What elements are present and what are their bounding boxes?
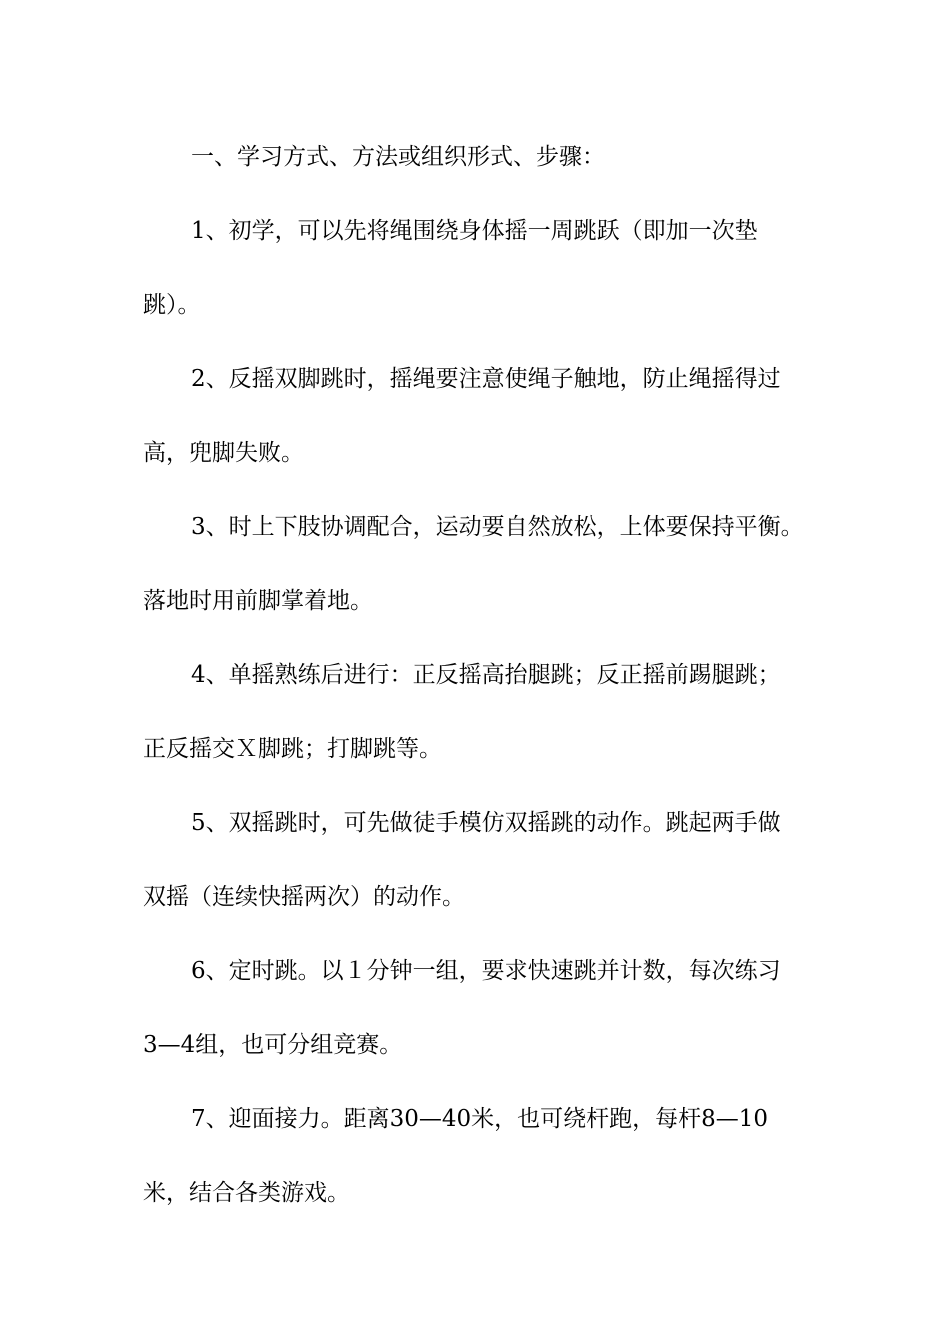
- item-3-line-1: 3、时上下肢协调配合，运动要自然放松，上体要保持平衡。: [191, 514, 804, 540]
- item-1-line-1: 1、初学，可以先将绳围绕身体摇一周跳跃（即加一次垫: [191, 218, 758, 244]
- item-5-line-2: 双摇（连续快摇两次）的动作。: [143, 884, 465, 910]
- item-1-line-2: 跳）。: [143, 292, 201, 318]
- document-body: [143, 120, 813, 1230]
- item-2-line-2: 高，兜脚失败。: [143, 440, 304, 466]
- item-5-line-1: 5、双摇跳时，可先做徒手模仿双摇跳的动作。跳起两手做: [191, 810, 781, 836]
- item-2-line-1: 2、反摇双脚跳时，摇绳要注意使绳子触地，防止绳摇得过: [191, 366, 781, 392]
- section-heading: 一、学习方式、方法或组织形式、步骤：: [191, 144, 605, 170]
- item-3-line-2: 落地时用前脚掌着地。: [143, 588, 373, 614]
- item-7-line-2: 米，结合各类游戏。: [143, 1180, 350, 1206]
- item-4-line-1: 4、单摇熟练后进行：正反摇高抬腿跳；反正摇前踢腿跳；: [191, 662, 781, 688]
- item-6-line-1: 6、定时跳。以１分钟一组，要求快速跳并计数，每次练习: [191, 958, 781, 984]
- item-4-line-2: 正反摇交Ｘ脚跳；打脚跳等。: [143, 736, 442, 762]
- item-7-line-1: 7、迎面接力。距离30—40米，也可绕杆跑，每杆8—10: [191, 1106, 769, 1132]
- item-6-line-2: 3—4组，也可分组竞赛。: [143, 1032, 403, 1058]
